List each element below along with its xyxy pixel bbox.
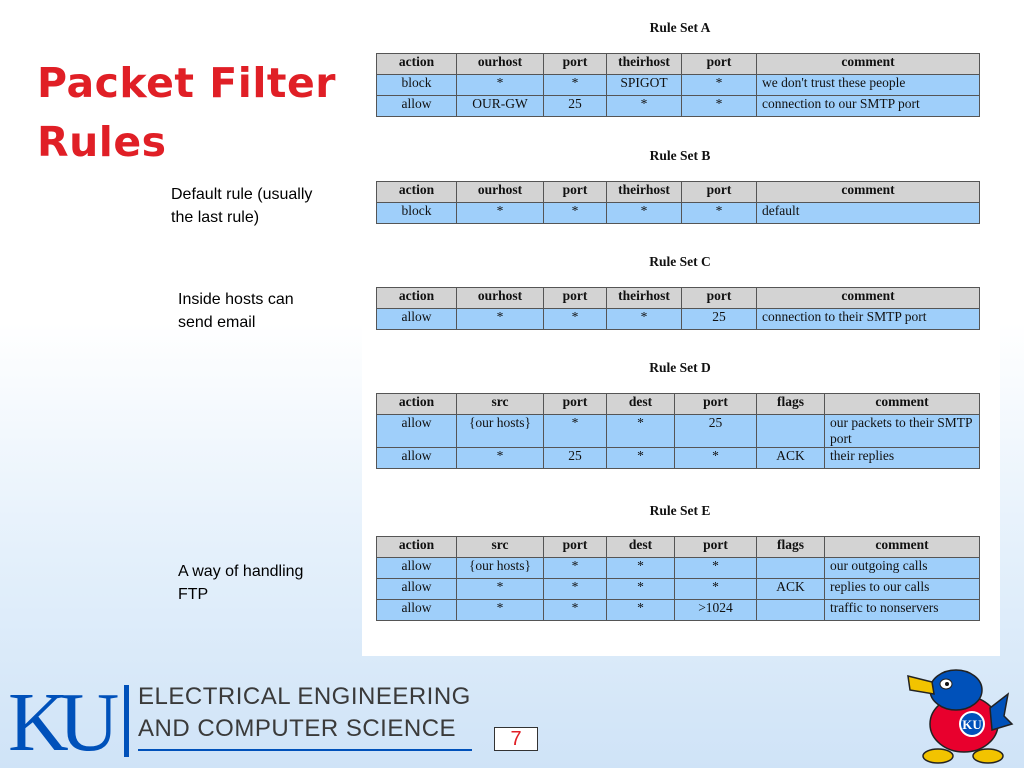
cell-flags: ACK — [757, 448, 825, 469]
cell-comment: traffic to nonservers — [825, 600, 980, 621]
note-line: A way of handling — [178, 563, 304, 580]
mascot-wing — [990, 694, 1012, 730]
header-cell: port — [682, 182, 757, 203]
table-row — [377, 75, 980, 96]
header-cell: dest — [607, 394, 675, 415]
cell-port: * — [675, 448, 757, 469]
header-cell: comment — [825, 394, 980, 415]
mascot-head — [930, 670, 982, 710]
cell-port: * — [675, 558, 757, 579]
header-cell: comment — [757, 182, 980, 203]
cell-dest: * — [607, 600, 675, 621]
note-line: send email — [178, 314, 256, 331]
cell-port: * — [544, 203, 607, 224]
cell-ourhost: * — [457, 309, 544, 330]
header-cell: comment — [757, 288, 980, 309]
header-cell: flags — [757, 394, 825, 415]
cell-dest: * — [607, 415, 675, 448]
table-row — [377, 579, 980, 600]
note-default-rule — [171, 183, 312, 229]
mascot-shoe-right — [973, 749, 1003, 763]
header-cell: flags — [757, 537, 825, 558]
rule-set-e-table — [376, 536, 980, 621]
cell-port: 25 — [544, 448, 607, 469]
cell-src: {our hosts} — [457, 415, 544, 448]
header-cell: port — [675, 537, 757, 558]
cell-dest: * — [607, 558, 675, 579]
header-cell: port — [544, 537, 607, 558]
cell-src: * — [457, 448, 544, 469]
cell-comment: our outgoing calls — [825, 558, 980, 579]
rule-set-b-title: Rule Set B — [649, 148, 711, 163]
table-header-row — [377, 537, 980, 558]
rule-set-a-title: Rule Set A — [649, 20, 711, 35]
table-row — [377, 415, 980, 448]
cell-action: allow — [377, 415, 457, 448]
table-header-row — [377, 288, 980, 309]
cell-src: {our hosts} — [457, 558, 544, 579]
header-cell: src — [457, 394, 544, 415]
cell-flags — [757, 600, 825, 621]
header-cell: dest — [607, 537, 675, 558]
cell-port: * — [682, 96, 757, 117]
cell-port: * — [544, 600, 607, 621]
note-line: FTP — [178, 586, 209, 603]
mascot-beak — [908, 676, 934, 694]
cell-theirhost: * — [607, 96, 682, 117]
header-cell: action — [377, 537, 457, 558]
note-inside-hosts — [178, 288, 294, 334]
header-cell: ourhost — [457, 288, 544, 309]
cell-action: block — [377, 75, 457, 96]
slide-title-line2: Rules — [37, 118, 167, 166]
table-row — [377, 203, 980, 224]
table-header-row — [377, 54, 980, 75]
note-line: Inside hosts can — [178, 291, 294, 308]
cell-port: * — [682, 75, 757, 96]
header-cell: ourhost — [457, 54, 544, 75]
rule-set-b-table — [376, 181, 980, 224]
cell-ourhost: OUR-GW — [457, 96, 544, 117]
header-cell: port — [544, 54, 607, 75]
header-cell: comment — [757, 54, 980, 75]
header-cell: action — [377, 182, 457, 203]
table-row — [377, 558, 980, 579]
table-header-row — [377, 182, 980, 203]
header-cell: port — [544, 182, 607, 203]
header-cell: src — [457, 537, 544, 558]
cell-comment: default — [757, 203, 980, 224]
cell-flags — [757, 558, 825, 579]
cell-theirhost: SPIGOT — [607, 75, 682, 96]
cell-action: allow — [377, 600, 457, 621]
note-ftp — [178, 560, 303, 606]
ku-eecs-logo — [8, 676, 478, 769]
table-row — [377, 309, 980, 330]
cell-port: * — [544, 579, 607, 600]
header-cell: action — [377, 54, 457, 75]
header-cell: action — [377, 394, 457, 415]
rule-set-c-title: Rule Set C — [649, 254, 711, 269]
cell-comment: connection to our SMTP port — [757, 96, 980, 117]
cell-port: * — [544, 558, 607, 579]
jayhawk-mascot-icon — [904, 664, 1014, 766]
header-cell: theirhost — [607, 54, 682, 75]
header-cell: port — [544, 288, 607, 309]
cell-action: block — [377, 203, 457, 224]
header-cell: theirhost — [607, 288, 682, 309]
dept-line2: AND COMPUTER SCIENCE — [138, 715, 457, 742]
cell-flags: ACK — [757, 579, 825, 600]
cell-port: 25 — [675, 415, 757, 448]
cell-src: * — [457, 579, 544, 600]
header-cell: theirhost — [607, 182, 682, 203]
cell-action: allow — [377, 579, 457, 600]
cell-dest: * — [607, 579, 675, 600]
header-cell: action — [377, 288, 457, 309]
header-cell: port — [544, 394, 607, 415]
logo-underline — [138, 749, 472, 751]
cell-comment: our packets to their SMTP port — [825, 415, 980, 448]
mascot-badge-text: KU — [962, 717, 982, 732]
table-row — [377, 600, 980, 621]
cell-comment: their replies — [825, 448, 980, 469]
cell-theirhost: * — [607, 203, 682, 224]
cell-dest: * — [607, 448, 675, 469]
slide-title-line1: Packet Filter — [37, 59, 337, 107]
cell-action: allow — [377, 448, 457, 469]
mascot-shoe-left — [923, 749, 953, 763]
cell-port: >1024 — [675, 600, 757, 621]
rule-set-a-table — [376, 53, 980, 117]
header-cell: port — [675, 394, 757, 415]
header-cell: port — [682, 54, 757, 75]
cell-ourhost: * — [457, 203, 544, 224]
cell-port: * — [544, 415, 607, 448]
slide-title — [37, 54, 336, 172]
cell-port: 25 — [544, 96, 607, 117]
logo-divider — [124, 685, 129, 757]
rule-set-d-table — [376, 393, 980, 469]
note-line: the last rule) — [171, 209, 260, 226]
dept-line1: ELECTRICAL ENGINEERING — [138, 683, 471, 710]
cell-port: 25 — [682, 309, 757, 330]
cell-comment: we don't trust these people — [757, 75, 980, 96]
cell-port: * — [675, 579, 757, 600]
cell-ourhost: * — [457, 75, 544, 96]
cell-flags — [757, 415, 825, 448]
header-cell: port — [682, 288, 757, 309]
cell-action: allow — [377, 558, 457, 579]
cell-comment: connection to their SMTP port — [757, 309, 980, 330]
header-cell: ourhost — [457, 182, 544, 203]
page-number: 7 — [494, 727, 538, 751]
cell-action: allow — [377, 96, 457, 117]
header-cell: comment — [825, 537, 980, 558]
rule-set-e-title: Rule Set E — [649, 503, 711, 518]
rule-set-d-title: Rule Set D — [649, 360, 711, 375]
cell-port: * — [682, 203, 757, 224]
ku-logo-letters: KU — [8, 676, 110, 769]
rule-set-c-table — [376, 287, 980, 330]
table-header-row — [377, 394, 980, 415]
cell-src: * — [457, 600, 544, 621]
table-row — [377, 96, 980, 117]
cell-comment: replies to our calls — [825, 579, 980, 600]
cell-port: * — [544, 75, 607, 96]
cell-theirhost: * — [607, 309, 682, 330]
table-row — [377, 448, 980, 469]
cell-port: * — [544, 309, 607, 330]
cell-action: allow — [377, 309, 457, 330]
note-line: Default rule (usually — [171, 186, 313, 203]
mascot-pupil — [945, 682, 949, 686]
